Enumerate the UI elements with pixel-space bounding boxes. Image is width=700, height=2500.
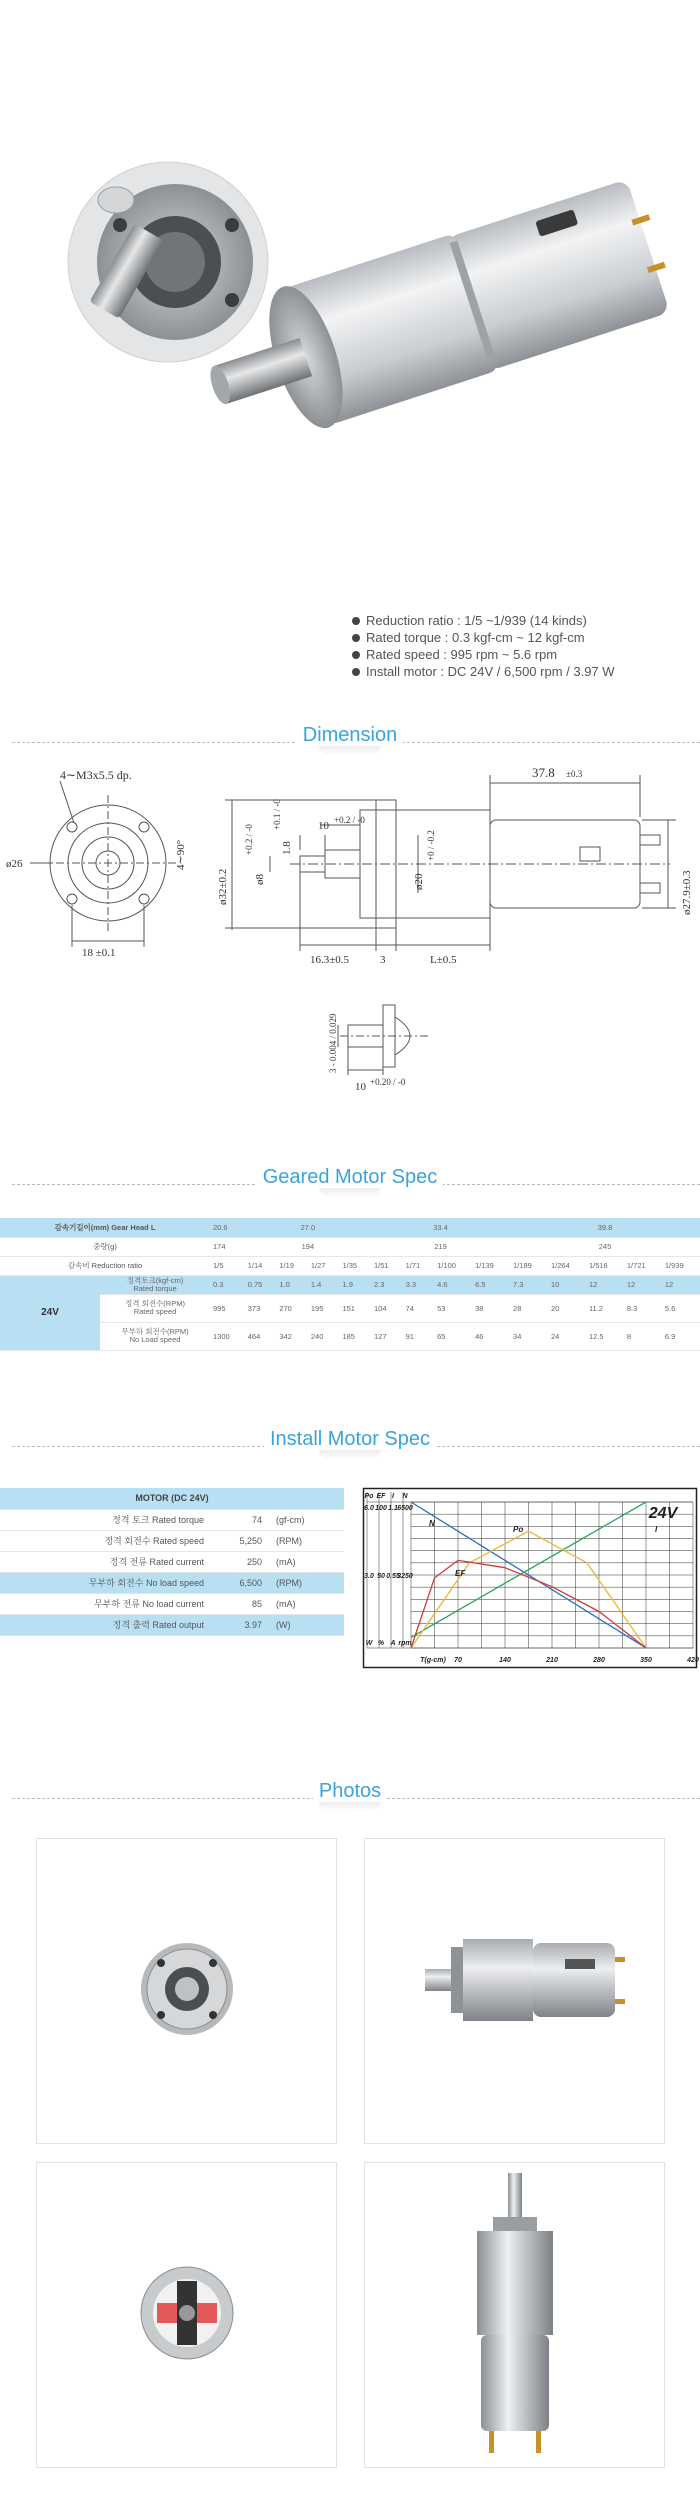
d-cut-length-tol-label: +0.20 / -0 (370, 1077, 406, 1087)
table-cell: 1/721 (624, 1256, 662, 1275)
len37-label: 37.8 (532, 765, 555, 780)
chart-title: 24V (648, 1505, 678, 1522)
dia32-label: ø32±0.2 (217, 868, 229, 905)
chart-axis-mid-value: 3.0 (364, 1573, 374, 1580)
chart-axis-top-value: 1.1 (388, 1505, 398, 1512)
table-cell: 1/19 (276, 1256, 308, 1275)
table-row (0, 1237, 700, 1256)
table-cell: 240 (308, 1322, 340, 1350)
table-cell: 33.4 (371, 1218, 510, 1237)
table-cell: 74 (403, 1294, 435, 1322)
photos-heading: Photos (0, 1776, 700, 1816)
len37-tol-label: ±0.3 (566, 769, 583, 779)
table-cell: 10 (548, 1275, 586, 1294)
table-cell: 53 (434, 1294, 472, 1322)
chart-series-label: N (429, 1519, 435, 1528)
chart-x-tick-label: 420 (687, 1657, 699, 1664)
table-cell: 6.9 (662, 1322, 700, 1350)
dia20-label: ø20 (413, 873, 425, 890)
table-row (0, 1572, 344, 1593)
dia8-label: ø8 (254, 874, 266, 885)
table-cell: 38 (472, 1294, 510, 1322)
spec-unit: (RPM) (270, 1530, 344, 1551)
chart-x-tick-label: 70 (454, 1657, 462, 1664)
feature-item: Reduction ratio : 1/5 ~1/939 (14 kinds) (352, 612, 615, 629)
table-row (0, 1294, 700, 1322)
photo-rear-view (36, 2162, 337, 2468)
table-cell: 373 (245, 1294, 277, 1322)
table-cell: 1/35 (339, 1256, 371, 1275)
table-cell: 20 (548, 1294, 586, 1322)
speed-label-en: Rated speed (133, 1307, 177, 1316)
table-cell: 104 (371, 1294, 403, 1322)
table-row (0, 1322, 700, 1350)
table-cell: 342 (276, 1322, 308, 1350)
table-cell: 1/5 (210, 1256, 245, 1275)
chart-x-tick-label: 350 (640, 1657, 652, 1664)
front-view-image (37, 1839, 337, 2143)
gear-length-row-label: 감속기길이(mm) Gear Head L (0, 1218, 210, 1237)
h18-tol-label: +0.1 / -0 (272, 799, 282, 830)
chart-series-label: I (655, 1525, 658, 1534)
voltage-label: 24V (0, 1275, 100, 1350)
motor-characteristic-chart (363, 1488, 697, 1668)
table-cell: 185 (339, 1322, 371, 1350)
dia8-tol-label: +0.2 / -0 (244, 824, 254, 855)
table-cell: 39.8 (510, 1218, 700, 1237)
chart-axis-unit: A (390, 1640, 396, 1647)
spec-unit: (gf-cm) (270, 1509, 344, 1530)
table-cell: 20.6 (210, 1218, 245, 1237)
table-cell: 174 (210, 1237, 245, 1256)
table-cell: 1/939 (662, 1256, 700, 1275)
spec-label: 무부하 회전수 No load speed (0, 1572, 210, 1593)
table-cell: 1/71 (403, 1256, 435, 1275)
geared-motor-illustration (0, 0, 700, 600)
table-cell: 1/51 (371, 1256, 403, 1275)
geared-spec-heading: Geared Motor Spec (0, 1162, 700, 1202)
len3-label: 3 (380, 954, 386, 966)
geared-motor-spec-table (0, 1218, 700, 1351)
vertical-view-image (365, 2163, 665, 2467)
table-row (0, 1488, 344, 1509)
width18-label: 18 ±0.1 (82, 947, 116, 959)
weight-row-label: 중량(g) (0, 1237, 210, 1256)
spec-value: 3.97 (210, 1614, 270, 1635)
table-cell: 1300 (210, 1322, 245, 1350)
spec-value: 5,250 (210, 1530, 270, 1551)
table-cell: 1.0 (276, 1275, 308, 1294)
table-row (0, 1256, 700, 1275)
spec-label: 정격 회전수 Rated speed (0, 1530, 210, 1551)
chart-axis-unit: W (365, 1640, 373, 1647)
spec-unit: (mA) (270, 1593, 344, 1614)
table-cell: 0.3 (210, 1275, 245, 1294)
table-cell: 6.5 (472, 1275, 510, 1294)
dimension-drawing (0, 755, 700, 1135)
table-cell: 995 (210, 1294, 245, 1322)
angle-label: 4∼90° (175, 839, 187, 870)
table-cell: 1/264 (548, 1256, 586, 1275)
chart-axis-top-value: 6.0 (364, 1505, 374, 1512)
install-motor-spec-table (0, 1488, 344, 1636)
table-cell: 65 (434, 1322, 472, 1350)
table-cell: 12 (586, 1275, 624, 1294)
table-cell: 1/189 (510, 1256, 548, 1275)
table-row (0, 1551, 344, 1572)
h18-label: 1.8 (281, 841, 293, 855)
chart-axis-head: EF (376, 1493, 386, 1500)
chart-x-tick-label: 280 (593, 1657, 605, 1664)
photo-vertical-view (364, 2162, 665, 2468)
install-table-header: MOTOR (DC 24V) (0, 1488, 344, 1509)
chart-series-label: EF (455, 1569, 466, 1578)
table-cell: 195 (308, 1294, 340, 1322)
dia26-label: ø26 (6, 858, 23, 870)
chart-axis-top-value: 6500 (397, 1505, 413, 1512)
shaft10-label: 10 (318, 820, 329, 832)
table-cell: 464 (245, 1322, 277, 1350)
torque-label-ko: 정격토크(kgf-cm) (126, 1275, 184, 1285)
photo-front-view (36, 1838, 337, 2144)
table-row (0, 1509, 344, 1530)
chart-axis-mid-value: 0.55 (386, 1573, 400, 1580)
feature-item: Install motor : DC 24V / 6,500 rpm / 3.97 W (352, 663, 615, 680)
chart-x-axis-label: T(g-cm) (420, 1657, 446, 1664)
table-cell: 1/516 (586, 1256, 624, 1275)
dimension-heading: Dimension (0, 720, 700, 760)
spec-value: 6,500 (210, 1572, 270, 1593)
table-cell: 1/27 (308, 1256, 340, 1275)
table-cell: 1.9 (339, 1275, 371, 1294)
spec-label: 정격 출력 Rated output (0, 1614, 210, 1635)
side-view-image (365, 1839, 665, 2143)
chart-axis-head: I (392, 1493, 394, 1500)
chart-axis-unit: % (377, 1640, 385, 1647)
spec-label: 무부하 전류 No load current (0, 1593, 210, 1614)
table-cell: 12.5 (586, 1322, 624, 1350)
table-cell: 8 (624, 1322, 662, 1350)
table-cell: 7.3 (510, 1275, 548, 1294)
table-cell: 1/100 (434, 1256, 472, 1275)
chart-axis-top-value: 100 (375, 1505, 387, 1512)
table-cell: 28 (510, 1294, 548, 1322)
speed-label-ko: 정격 회전수(RPM) (125, 1299, 185, 1308)
table-row (0, 1530, 344, 1551)
dia279-label: ø27.9±0.3 (681, 870, 693, 915)
table-cell: 12 (662, 1275, 700, 1294)
feature-item: Rated speed : 995 rpm ~ 5.6 rpm (352, 646, 615, 663)
thread-dim-label: 4∼M3x5.5 dp. (60, 768, 132, 782)
feature-item: Rated torque : 0.3 kgf-cm ~ 12 kgf-cm (352, 629, 615, 646)
table-cell: 34 (510, 1322, 548, 1350)
table-cell: 5.6 (662, 1294, 700, 1322)
table-cell: 270 (276, 1294, 308, 1322)
table-cell: 3.3 (403, 1275, 435, 1294)
chart-x-tick-label: 140 (499, 1657, 511, 1664)
table-cell: 91 (403, 1322, 435, 1350)
table-row (0, 1593, 344, 1614)
install-spec-heading: Install Motor Spec (0, 1424, 700, 1464)
noload-label-en: No Load speed (129, 1335, 181, 1344)
table-cell: 1/139 (472, 1256, 510, 1275)
spec-value: 74 (210, 1509, 270, 1530)
chart-axis-mid-value: 3250 (397, 1573, 413, 1580)
spec-value: 250 (210, 1551, 270, 1572)
spec-unit: (mA) (270, 1551, 344, 1572)
spec-unit: (RPM) (270, 1572, 344, 1593)
table-cell: 127 (371, 1322, 403, 1350)
spec-value: 85 (210, 1593, 270, 1614)
table-row (0, 1614, 344, 1635)
table-cell: 12 (624, 1275, 662, 1294)
table-cell: 0.75 (245, 1275, 277, 1294)
table-cell: 4.6 (434, 1275, 472, 1294)
table-cell: 245 (510, 1237, 700, 1256)
table-row (0, 1275, 700, 1294)
chart-axis-unit: rpm (398, 1640, 412, 1647)
len16-label: 16.3±0.5 (310, 954, 350, 966)
d-cut-label: 3 - 0.004 / 0.029 (328, 1013, 338, 1073)
feature-list (352, 612, 615, 680)
table-cell: 1/14 (245, 1256, 277, 1275)
chart-axis-mid-value: 50 (377, 1573, 385, 1580)
chart-series-label: Po (513, 1525, 524, 1534)
table-row (0, 1218, 700, 1237)
torque-label-en: Rated torque (133, 1283, 177, 1293)
chart-x-tick-label: 210 (546, 1657, 558, 1664)
spec-unit: (W) (270, 1614, 344, 1635)
spec-label: 정격 전류 Rated current (0, 1551, 210, 1572)
dia20-tol-label: +0 / -0.2 (426, 830, 436, 861)
table-cell: 2.3 (371, 1275, 403, 1294)
d-cut-length-label: 10 (355, 1081, 366, 1093)
table-cell: 194 (245, 1237, 371, 1256)
hero-product-image (0, 0, 700, 600)
table-cell: 11.2 (586, 1294, 624, 1322)
shaft10-tol-label: +0.2 / -0 (334, 815, 365, 825)
table-cell: 27.0 (245, 1218, 371, 1237)
table-cell: 8.3 (624, 1294, 662, 1322)
table-cell: 151 (339, 1294, 371, 1322)
table-cell: 24 (548, 1322, 586, 1350)
table-cell: 46 (472, 1322, 510, 1350)
gear-length-label: L±0.5 (430, 954, 457, 966)
noload-label-ko: 무부하 회전수(RPM) (121, 1327, 189, 1336)
table-cell: 1.4 (308, 1275, 340, 1294)
chart-axis-head: Po (364, 1493, 374, 1500)
rear-view-image (37, 2163, 337, 2467)
photo-side-view (364, 1838, 665, 2144)
table-cell: 219 (371, 1237, 510, 1256)
chart-axis-head: N (402, 1493, 408, 1500)
spec-label: 정격 토크 Rated torque (0, 1509, 210, 1530)
ratio-row-label: 감속비 Reduction ratio (0, 1256, 210, 1275)
